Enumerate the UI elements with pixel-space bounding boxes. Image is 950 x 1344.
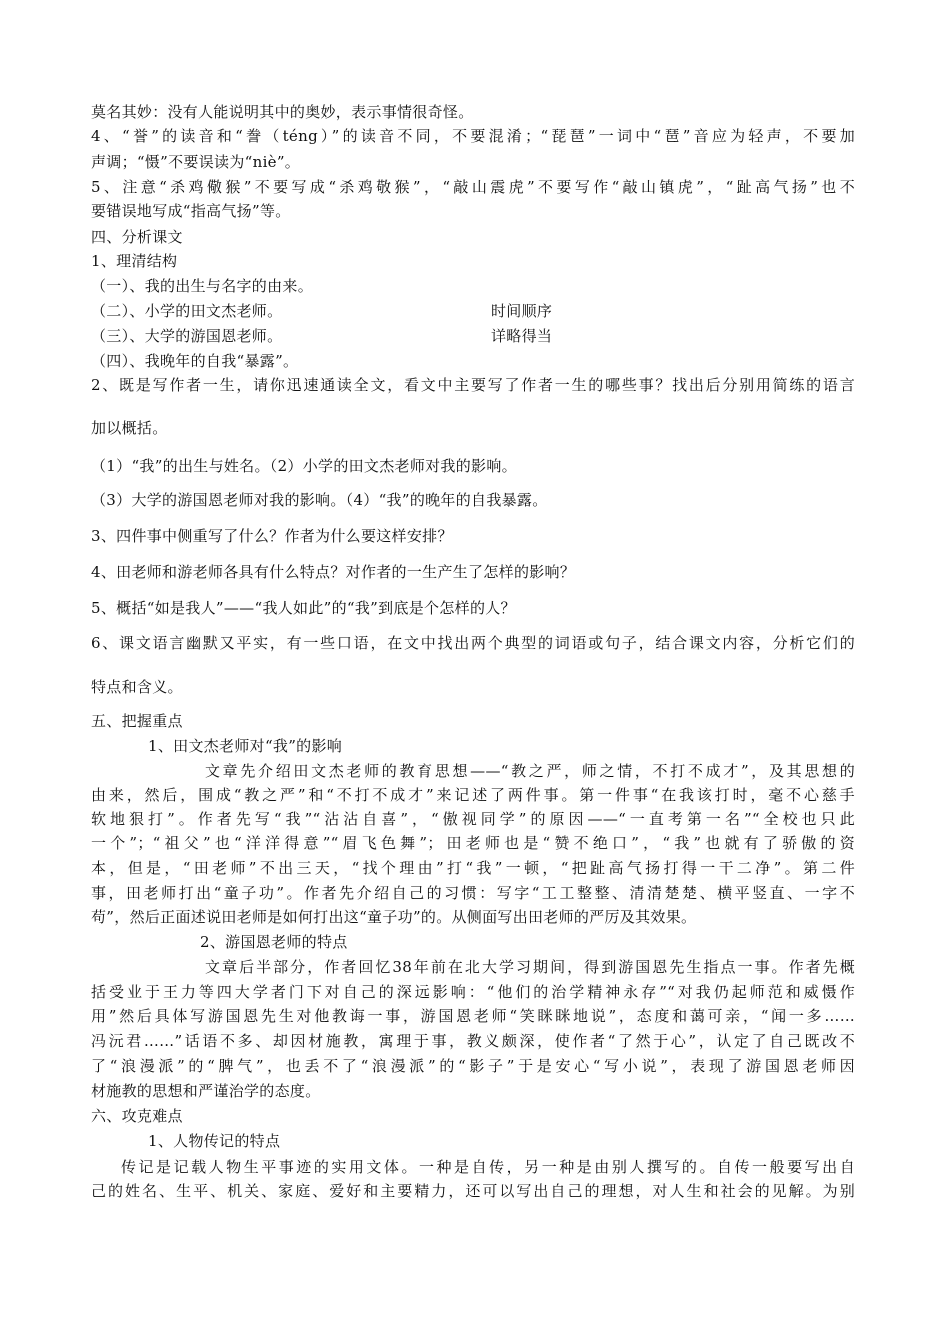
structure-item: （一）、我的出生与名字的由来。 — [91, 277, 314, 295]
question-line: 5、概括“如是我人”——“我人如此”的“我”到底是个怎样的人？ — [91, 599, 516, 617]
question-line: 3、四件事中侧重写了什么？作者为什么要这样安排？ — [91, 527, 453, 545]
paragraph-line: 事，田老师打出“童子功”。作者先介绍自己的习惯：写字“工工整整、清清楚楚、横平竖直、一字不 — [91, 884, 855, 902]
paragraph-line: 了“浪漫派”的“脾气”，也丢不了“浪漫派”的“影子”于是安心“写小说”，表现了游国恩老师因 — [91, 1057, 855, 1075]
subsection-heading: 1、田文杰老师对“我”的影响 — [148, 737, 343, 755]
text-line: 要错误地写成“指高气扬”等。 — [91, 202, 291, 220]
answer-line: （3）大学的游国恩老师对我的影响。（4）“我”的晚年的自我暴露。 — [91, 491, 548, 509]
answer-line: （1）“我”的出生与姓名。（2）小学的田文杰老师对我的影响。 — [91, 457, 517, 475]
paragraph-line: 括受业于王力等四大学者门下对自己的深远影响：“他们的治学精神永存”“对我仍起师范和威慑作 — [91, 983, 855, 1001]
text-line: 声调；“慑”不要误读为“niè”。 — [91, 153, 301, 171]
paragraph-line: 苟”，然后正面述说田老师是如何打出这“童子功”的。从侧面写出田老师的严厉及其效果。 — [91, 908, 697, 926]
question-line: 加以概括。 — [91, 419, 168, 437]
question-line: 6、课文语言幽默又平实，有一些口语，在文中找出两个典型的词语或句子，结合课文内容，分析它们的 — [91, 634, 855, 652]
paragraph-line: 文章后半部分，作者回忆38年前在北大学习期间，得到游国恩先生指点一事。作者先概 — [205, 958, 855, 976]
paragraph-line: 本，但是，“田老师”不出三天，“找个理由”打“我”一顿，“把趾高气扬打得一干二净”。第二件 — [91, 859, 855, 877]
section-heading: 六、攻克难点 — [91, 1107, 183, 1125]
text-line: 5、注意“杀鸡儆猴”不要写成“杀鸡敬猴”，“敲山震虎”不要写作“敲山镇虎”，“趾高气扬”也不 — [91, 178, 855, 196]
structure-item: （四）、我晚年的自我“暴露”。 — [91, 352, 299, 370]
text-line: 莫名其妙：没有人能说明其中的奥妙，表示事情很奇怪。 — [91, 103, 474, 121]
paragraph-line: 一个”；“祖父”也“洋洋得意”“眉飞色舞”；田老师也是“赞不绝口”，“我”也就有了骄傲的资 — [91, 834, 855, 852]
paragraph-line: 传记是记载人物生平事迹的实用文体。一种是自传，另一种是由别人撰写的。自传一般要写出自 — [121, 1158, 855, 1176]
question-line: 2、既是写作者一生，请你迅速通读全文，看文中主要写了作者一生的哪些事？找出后分别用简练的语言 — [91, 376, 855, 394]
paragraph-line: 由来，然后，围成“教之严”和“不打不成才”来记述了两件事。第一件事“在我该打时，毫不心慈手 — [91, 786, 855, 804]
structure-item — [91, 325, 553, 347]
subsection-heading: 2、游国恩老师的特点 — [200, 933, 348, 951]
text-line: 4、“誉”的读音和“誊（téng）”的读音不同，不要混淆；“琵琶”一词中“琶”音应为轻声，不要加 — [91, 127, 855, 145]
paragraph-line: 材施教的思想和严谨治学的态度。 — [91, 1082, 321, 1100]
structure-note: 时间顺序 — [491, 302, 553, 320]
paragraph-line: 冯沅君……”话语不多、却因材施教，寓理于事，教义颇深，使作者“了然于心”，认定了自己既改不 — [91, 1032, 855, 1050]
paragraph-line: 己的姓名、生平、机关、家庭、爱好和主要精力，还可以写出自己的理想，对人生和社会的见解。为别 — [91, 1182, 855, 1200]
section-heading: 五、把握重点 — [91, 712, 183, 730]
section-heading: 四、分析课文 — [91, 228, 183, 246]
structure-item-text: （三）、大学的游国恩老师。 — [91, 327, 283, 345]
structure-item — [91, 300, 553, 322]
paragraph-line: 软地狠打”。作者先写“我”“沾沾自喜”，“傲视同学”的原因——“一直考第一名”“全校也只此 — [91, 810, 856, 828]
subsection-heading: 1、人物传记的特点 — [148, 1132, 281, 1150]
subsection-heading: 1、理清结构 — [91, 252, 178, 270]
question-line: 4、田老师和游老师各具有什么特点？对作者的一生产生了怎样的影响？ — [91, 563, 576, 581]
question-line: 特点和含义。 — [91, 678, 183, 696]
structure-item-text: （二）、小学的田文杰老师。 — [91, 302, 283, 320]
structure-note: 详略得当 — [491, 327, 553, 345]
paragraph-line: 文章先介绍田文杰老师的教育思想——“教之严，师之情，不打不成才”，及其思想的 — [205, 762, 855, 780]
paragraph-line: 用”然后具体写游国恩先生对他教诲一事，游国恩老师“笑眯眯地说”，态度和蔼可亲，“闻一多…… — [91, 1007, 855, 1025]
